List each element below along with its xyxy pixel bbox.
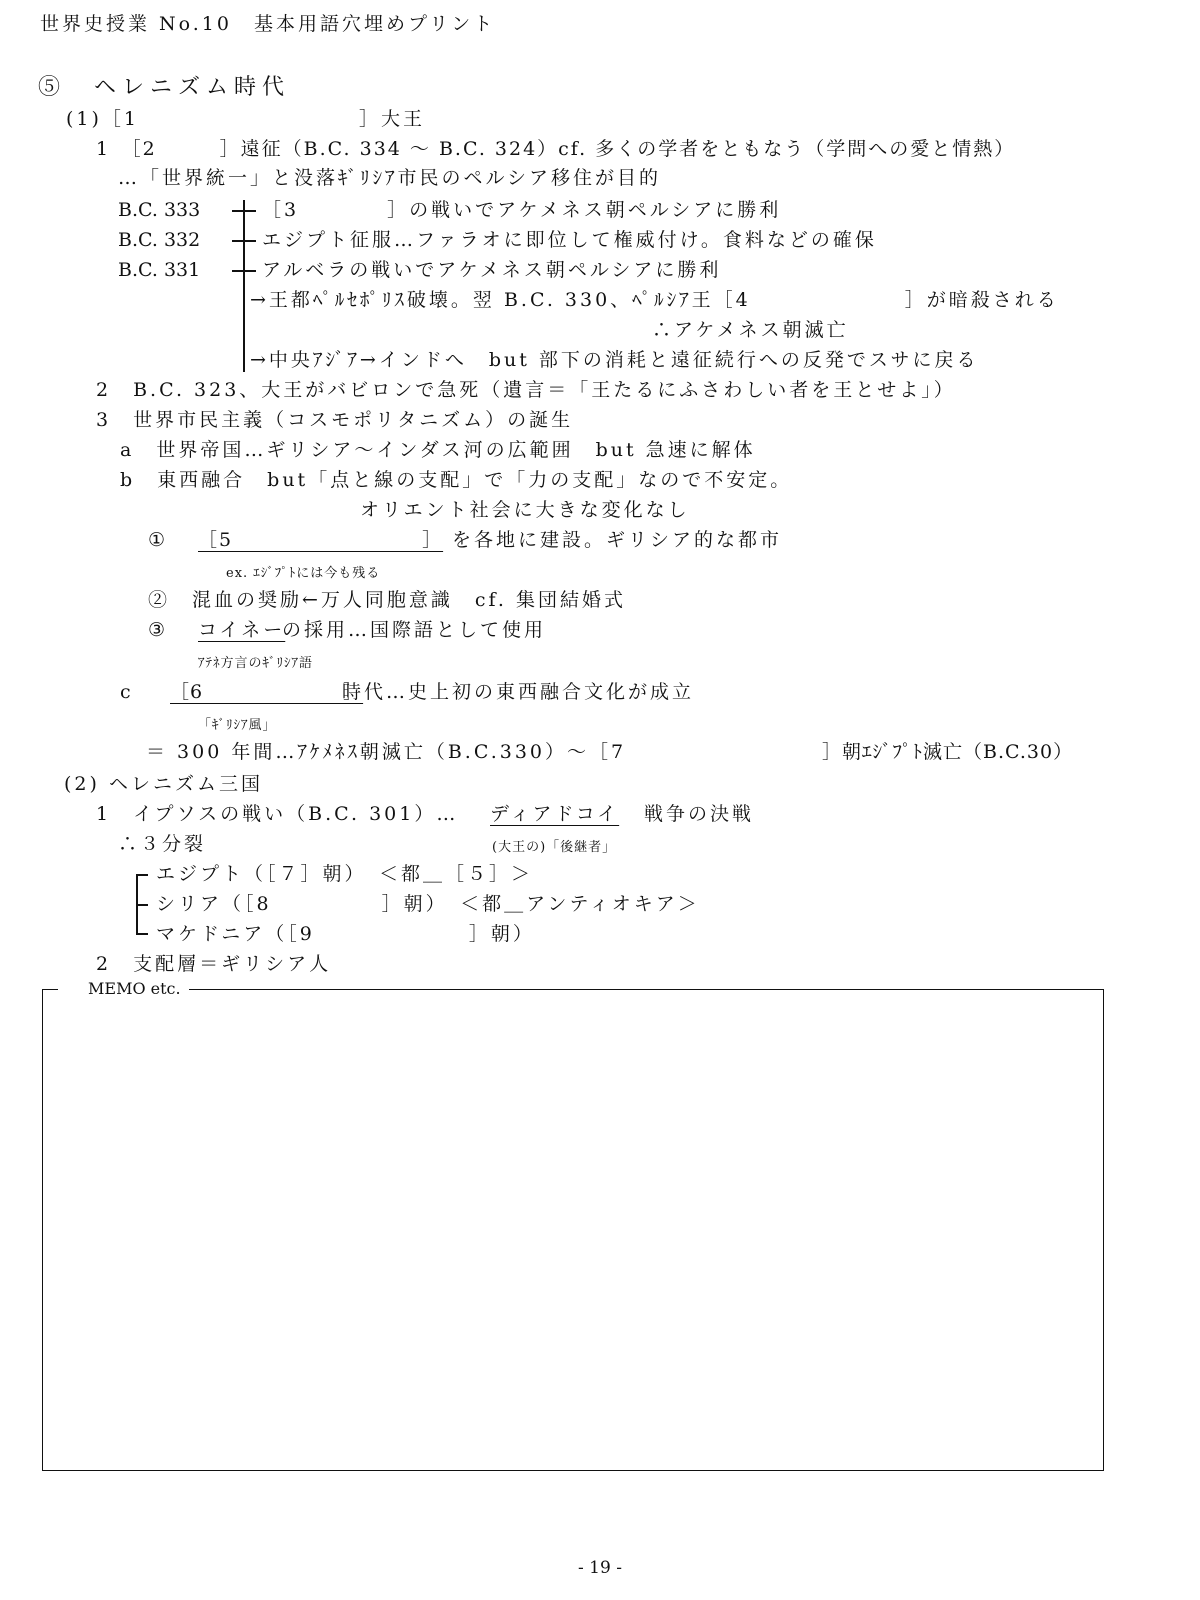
circle1-rest: を各地に建設。ギリシア的な都市	[452, 529, 783, 551]
three-way-split: ∴３分裂	[118, 833, 207, 855]
timeline-year-333: B.C. 333	[118, 199, 201, 221]
item2-line: 2 B.C. 323、大王がバビロンで急死（遺言＝「王たるにふさわしい者を王とせよ」）	[96, 379, 956, 401]
item3-c-label: c	[120, 681, 134, 703]
timeline-year-332: B.C. 332	[118, 229, 201, 251]
timeline-text-331: アルベラの戦いでアケメネス朝ペルシアに勝利	[262, 259, 722, 281]
circle1-note: ex. ｴｼﾞﾌﾟﾄには今も残る	[226, 566, 381, 581]
kingdoms-tick-1	[136, 874, 148, 876]
result-achaemenid-fall: ∴アケメネス朝滅亡	[652, 319, 849, 341]
kingdoms-tick-2	[136, 904, 148, 906]
timeline-year-331: B.C. 331	[118, 259, 201, 281]
section-title: ⑤ ヘレニズム時代	[38, 75, 291, 100]
part1-heading: (1)［1 ］大王	[66, 108, 426, 130]
item3-c-equation-end: ］朝ｴｼﾞﾌﾟﾄ滅亡（B.C.30）	[822, 741, 1074, 763]
hellenistic-blank: ［6 ］	[170, 681, 364, 703]
circle3-number: ③	[148, 619, 169, 641]
timeline-text-333: ［3 ］の戦いでアケメネス朝ペルシアに勝利	[262, 199, 782, 221]
kingdom-macedonia: マケドニア（［9 ］朝）	[156, 923, 535, 945]
koine-term: コイネー	[198, 619, 286, 641]
ipsus-line-end: 戦争の決戦	[644, 803, 755, 825]
part2-heading: (2) ヘレニズム三国	[64, 773, 263, 795]
item3-c-note: 「ｷﾞﾘｼｱ風」	[198, 718, 277, 733]
timeline-bracket	[243, 200, 245, 372]
diadochi-term: ディアドコイ	[490, 803, 620, 825]
timeline-tick-332	[232, 240, 256, 242]
item3-b-note: オリエント社会に大きな変化なし	[360, 499, 690, 521]
diadochi-note: (大王の)「後継者」	[492, 840, 617, 855]
circle1-number: ①	[148, 529, 169, 551]
kingdom-syria: シリア（［8 ］朝） ＜都＿アンティオキア＞	[156, 893, 700, 915]
item1-purpose: …「世界統一」と没落ｷﾞﾘｼｱ市民のペルシア移住が目的	[118, 167, 662, 189]
item3-c-rest: 時代…史上初の東西融合文化が成立	[342, 681, 695, 703]
memo-box[interactable]	[42, 989, 1104, 1471]
item3-b: b 東西融合 but「点と線の支配」で「力の支配」なので不安定。	[120, 469, 793, 491]
result-persepolis: →王都ﾍﾟﾙｾﾎﾟﾘｽ破壊。翌 B.C. 330、ﾍﾟﾙｼｱ王［4 ］が暗殺される	[250, 289, 1059, 311]
circle3-rest: の採用…国際語として使用	[282, 619, 547, 641]
kingdom-egypt: エジプト（［７］朝） ＜都＿［５］＞	[156, 863, 534, 885]
circle3-note: ｱﾃﾈ方言のｷﾞﾘｼｱ語	[198, 656, 314, 671]
header-title: 世界史授業 No.10 基本用語穴埋めプリント	[40, 13, 496, 35]
part2-item2: 2 支配層＝ギリシア人	[96, 953, 332, 975]
timeline-tick-331	[232, 270, 256, 272]
item3-c-equation: ＝ 300 年間…ｱｹﾒﾈｽ朝滅亡（B.C.330）～［7	[146, 741, 627, 763]
kingdoms-tick-3	[136, 933, 148, 935]
result-central-asia: →中央ｱｼﾞｱ→インドへ but 部下の消耗と遠征続行への反発でスサに戻る	[250, 349, 979, 371]
item3-heading: 3 世界市民主義（コスモポリタニズム）の誕生	[96, 409, 574, 431]
circle2-line: ② 混血の奨励←万人同胞意識 cf. 集団結婚式	[148, 589, 626, 611]
circle1-blank: ［5 ］	[198, 529, 444, 551]
item1-line: 1 ［2 ］遠征（B.C. 334 ～ B.C. 324）cf. 多くの学者をともなう（学問への愛と情熱）	[96, 138, 1016, 160]
ipsus-line-start: 1 イプソスの戦い（B.C. 301）…	[96, 803, 459, 825]
item3-a: a 世界帝国…ギリシア～インダス河の広範囲 but 急速に解体	[120, 439, 756, 461]
timeline-tick-333	[232, 210, 256, 212]
page-number: - 19 -	[578, 1558, 622, 1578]
timeline-text-332: エジプト征服…ファラオに即位して権威付け。食料などの確保	[262, 229, 877, 251]
memo-label: MEMO etc.	[58, 979, 189, 998]
